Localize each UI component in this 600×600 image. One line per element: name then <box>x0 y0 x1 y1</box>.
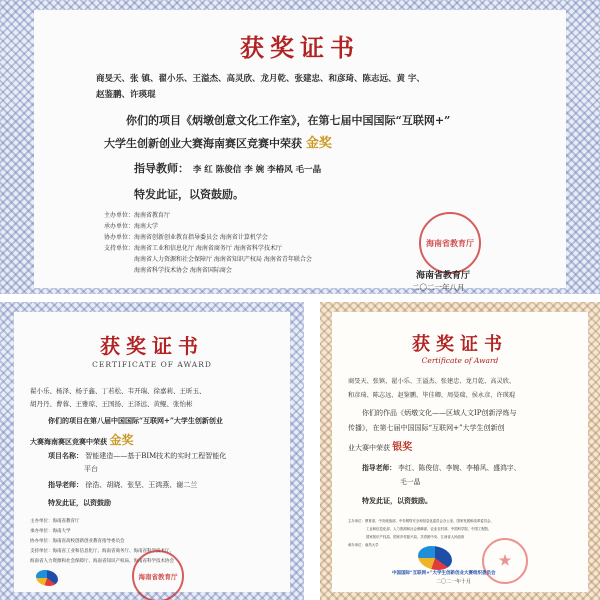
advisor-names: 李 红 陈俊信 李 婉 李椿风 毛一晶 <box>192 165 322 175</box>
organizer-row: 支持单位：海南省工业和信息化厅、海南省商务厅、海南省科学技术厅、 <box>30 549 174 554</box>
organizer-row: 海南省人力资源和社会保障厅 海南省知识产权局 海南省青年联合会 <box>134 256 312 263</box>
certificate-subtitle: CERTIFICATE OF AWARD <box>92 360 212 369</box>
winner-names-line-2: 和彦琦、陈志远、赵鉴鹏、毕佳卿、周晏瑞、侯永彦、许瑛琨 <box>348 392 516 399</box>
advisor-line <box>48 480 197 490</box>
competition-line <box>30 431 133 448</box>
seal-star-icon: ★ <box>498 553 512 569</box>
advisor-names-line-2: 毛一晶 <box>400 478 421 486</box>
organizer-row: 协办单位：海南省创新创业教育指导委员会 海南省计算机学会 <box>104 234 268 241</box>
project-name-line-2: 平台 <box>84 465 98 473</box>
seal-text: 海南省教育厅 <box>426 237 474 248</box>
competition-logo-icon <box>418 546 452 570</box>
organizer-row: 主办单位：海南省教育厅 <box>104 212 171 219</box>
advisor-label: 指导教师： <box>134 162 189 175</box>
award-level: 金奖 <box>305 136 332 151</box>
organizer-row: 海南省人力资源和社会保障厅、海南省知识产权局、海南省科学技术协会 <box>30 559 174 564</box>
issue-date: 二〇二一年十月 <box>436 579 472 585</box>
organizer-row: 主办单位：海南省教育厅 <box>30 519 80 524</box>
certificate-subtitle: Certificate of Award <box>421 356 499 365</box>
advisor-label: 指导老师： <box>48 480 83 489</box>
issuer-name: 海南省教育厅 <box>416 271 471 281</box>
project-name-row <box>48 451 226 461</box>
advisor-line <box>134 160 321 176</box>
organizer-row: 协办单位：海南省高校创新创业教育指导委员会 <box>30 539 125 544</box>
issue-date: 二〇二一年八月 <box>412 283 465 292</box>
organizer-row: 支持单位：海南省工业和信息化厅 海南省商务厅 海南省科学技术厅 <box>104 245 282 252</box>
organizer-row: 承办单位：海南大学 <box>104 223 159 230</box>
project-label: 项目名称： <box>48 451 83 460</box>
competition-text: 业大赛中荣获 <box>348 444 390 452</box>
winner-names-line-1: 商旻天、张镇、翟小乐、王溢杰、张建忠、龙月乾、高灵欣、 <box>348 378 516 385</box>
project-statement: 你们的项目《炳墩创意文化工作室》，在第七届中国国际“互联网+” <box>126 114 451 127</box>
competition-logo-icon <box>36 570 58 586</box>
organizer-row: 工业和信息化部、人力资源和社会保障部、农业农村部、中国科学院、中国工程院、 <box>366 527 492 531</box>
winner-names-line-2: 胡丹丹、曹蓉、王雅琼、王国扬、王泽远、黄鲲、张怡彬 <box>30 400 193 408</box>
winner-names-line-1: 商旻天、张 镇、翟小乐、王溢杰、高灵欣、龙月乾、张建忠、和彦琦、陈志远、黄 宇、 <box>96 74 425 84</box>
project-statement: 你们的项目在第八届中国国际“互联网+”大学生创新创业 <box>48 416 223 425</box>
certificate-body <box>14 312 290 592</box>
organizer-row: 承办单位：南昌大学 <box>348 543 379 547</box>
advisor-names: 徐浩、胡晓、张坚、王鸿燕、谢二兰 <box>85 481 198 489</box>
issuer-name: 中国国际“互联网+”大学生创新创业大赛组织委员会 <box>392 571 496 576</box>
certificate-title: 获奖证书 <box>240 33 360 62</box>
organizer-row: 主办单位：教育部、中央统战部、中央网络安全和信息化委员会办公室、国家发展和改革委员会、 <box>348 519 494 523</box>
official-seal <box>132 550 184 600</box>
closing-text: 特发此证，以资鼓励。 <box>362 496 432 505</box>
certificate-3 <box>320 302 600 600</box>
competition-line <box>104 132 332 151</box>
project-name: 智能建造——基于BIM技术的实时工程智能化 <box>85 452 227 460</box>
competition-line <box>348 438 412 453</box>
certificate-body <box>332 312 588 592</box>
certificate-title: 获奖证书 <box>412 334 508 355</box>
certificate-1 <box>0 0 600 294</box>
official-seal <box>419 212 481 274</box>
certificate-2 <box>0 302 304 600</box>
award-level: 银奖 <box>392 442 413 453</box>
organizer-row: 承办单位：海南大学 <box>30 529 71 534</box>
winner-names-line-2: 赵鉴鹏、许瑛琨 <box>96 90 156 100</box>
project-statement-line-2: 传播》，在第七届中国国际“互联网+”大学生创新创 <box>348 424 505 432</box>
competition-text: 大学生创新创业大赛海南赛区竞赛中荣获 <box>104 137 302 150</box>
closing-text: 特发此证，以资鼓励。 <box>134 188 244 201</box>
official-seal <box>482 538 528 584</box>
closing-text: 特发此证，以资鼓励 <box>48 498 111 507</box>
award-level: 金奖 <box>109 433 134 447</box>
project-statement: 你们的作品《炳墩文化——区域人文IP创新浮炼与 <box>362 409 517 417</box>
certificate-body <box>34 10 566 292</box>
competition-text: 大赛海南赛区竞赛中荣获 <box>30 437 107 446</box>
certificate-title: 获奖证书 <box>100 334 204 358</box>
advisor-names: 李红、陈俊信、李婉、李椿风、盛鸿宇、 <box>398 464 521 472</box>
advisor-label: 指导老师： <box>362 464 396 472</box>
organizer-row: 国家知识产权局、国家乡村振兴局、共青团中央、江西省人民政府 <box>366 535 465 539</box>
organizer-row: 海南省科学技术协会 海南省国际商会 <box>134 267 232 274</box>
seal-text: 海南省教育厅 <box>138 572 178 581</box>
winner-names-line-1: 翟小乐、杨泽、杨子鑫、丁若松、韦开瑞、徐嘉莉、王昕玉、 <box>30 387 206 395</box>
advisor-line <box>362 462 521 472</box>
